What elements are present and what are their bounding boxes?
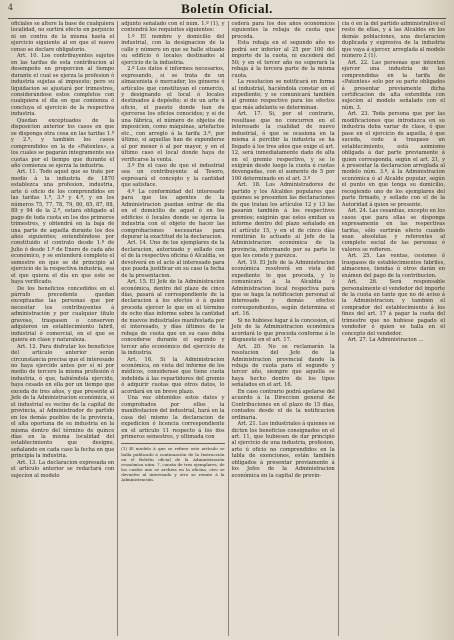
paragraph: De los beneficios concedidos en el párrafo precedente quedan exceptuadas las personas que por necesitar los contribuyentes á administración y por cualquier titulo gravoso, traspasen o conserven adquieren un establecimiento fabril, industrial ó comercial, en el que se quiera en clase y naturaleza. (11, 285, 115, 344)
paragraph: Art. 11. Todo aquel que se trate por medio á la industria de 1870 establezca una profesion, industria, arte ú oficio de los comprendidos en las tarifas 1.ª, 3.ª y 4.ª, y en los números 75, 77, 78, 79, 80, 85, 87, 88, 89 y 94 de la 2.ª, estará obligado al pago de toda cuota en los dos primeros trimestres, y obtendrá en la baja de una parte de aquella durante los dos años siguientes; entendiéndose por constituido el contrato desde 1.º de Julio ó desde 1.º de Enero de cada año económico, y se entenderá completo el semestre en que se dé principio al ejercicio de la respectiva industria, sea el que quiera el día en que este se haya verificado. (11, 169, 115, 286)
text-columns (8, 21, 448, 636)
paragraph: cederá para los dos años económicos siguientes la rebaja de cuota que proceda. (231, 21, 335, 40)
paragraph: Art. 16. Si la Administracion económica, en vista del informe de los médicos, considerase que tiene cuota indebida á las repartidores del gremio ó adquirir cuotas que otros datos, lo acordará en un breve plazo. (121, 356, 225, 395)
paragraph: Art. 15. El Jefe de la Administracion económica, dentro del plazo de cinco días, pasará al correspondiente de la declaracion á los efectos ó á quien proceda ejercer lo que en el término de ocho días informe sobre la cantidad de nuevos industriales manifestada por el interesado, y días últimos de la rebaja de cuota que en su caso deba concederse durante el segundo y tercer año económico del ejercicio de la industria. (121, 279, 225, 357)
paragraph: 1.º El nombre y domicilio del industrial, con la designacion de la calle y número en que se halle situado su edificio ó locales destinados al ejercicio de la industria. (121, 33, 225, 66)
header-rule (8, 18, 446, 19)
paragraph: Art. 23. Toda persona que por las modificaciones que introduzca en su industria deba variar de clase, ó que pase en el ejercicio de aquella, ó que suceda, cede á traspaso un establecimiento, está asimismo obligada á dar parte previamente á quien corresponda, según el art. 21, y á presentar la declaracion arreglada al modelo núm. 3.º, á la Administracion económica ó al Alcalde popular, según el punto en que tenga su domicilio, recogiendo uno de los ejemplares del parte firmado, y sellado con el de la Autoridad á quien se presente. (341, 111, 445, 208)
paragraph: En caso contrario podrá apelarse del acuerdo á la Direccion general de Contribuciones en el plazo de 15 días, contados desde el de la notificacion ordinaria. (231, 388, 335, 421)
page-header (0, 0, 454, 18)
column-2 (117, 21, 227, 636)
paragraph: Art. 26. Será responsable personalmente el vendedor del importe de la cuota en tanto que no dé aviso á la Administracion; y también el comprador del establecimiento á los fines del art. 17 á pagar la cuota del trimestre que no hubiese pagado el vendedor ó quien se halla en el concepto del vendedor. (341, 279, 445, 337)
column-4 (338, 21, 448, 636)
footnote: (1) El modelo á que se refiere este artículo se halla publicado á continuación de la Instrucción en el Boletín oficial de la Administración económica núm. 7, consta de tres ejemplares, de los cuales uno se archiva en la oficina, otro se devuelve al interesado y otro se remite á la Administración. (121, 443, 224, 482)
paragraph: Art. 17. Si, por el contrario, resultase que no concurren en el interesado la cualidad de nuevo industrial, ó que se ocasiona en la misma á percibir la industria se ha llegado á los tres años que exige el art. 12, será inmediatamente dado de alta en el gremio respectivo, y se le exigirán desde luego la cuota ó cuotas devengadas, con el aumento de 5 por 100 determinado en el art. 3.º (231, 111, 335, 182)
paragraph: Si no hubiese lugar á la concesion, el Jefe de la Administracion económica acordará lo que proceda conforme á lo dispuesto en el art. 17. (231, 317, 335, 344)
column-1 (8, 21, 117, 636)
paragraph: Art. 14. Uno de los ejemplares de la declaracion, autorizado y sellado con el de la respectiva oficina ó Alcaldía, se devolverá en el acto al interesado para que pueda justificar en su caso la fecha de la presentacion. (121, 240, 225, 279)
paragraph: Art. 10. Los contribuyentes sujetos en las tarifas de esta contribucion al desempeño en proporcion al tiempo durante el cual se ejerza la profesion ó industria sujetas al impuesto; pero su liquidacion se ajustará por trimestres, considerándose estos completos con cualquiera el dia en que comienza ó concluya el ejercicio de la respectiva industria. (11, 53, 115, 118)
paragraph: 3.º En el caso de que el industrial sea un contribuyente al Tesoro, expresará el concepto y la cantidad que satisface. (121, 162, 225, 189)
paragraph: 4.º La conformidad del interesado para que los agentes de la Administracion puedan entrar de dia en el domicilio de aquel ó en los edificios ó locales donde se ejerza la industria con el objeto de hacer las comprobaciones necesarias para depurar la exactitud de la declaracion. (121, 188, 225, 240)
paragraph: La resolucion se notificará en forma al industrial, haciéndola constar en el expediente; y se comunicará también al gremio respectivo para los efectos que más adelante se determinan. (231, 79, 335, 111)
paragraph: Art. 22. Las personas que intenten ejercer una industria de las comprendidas en la tarifa de «Patentes» solo por su parte obligados á presentar previamente dicha certificacion de alta extendida con sujecion al modelo señalado con el núm. 3. (341, 59, 445, 111)
paragraph: Quedan exceptuados de la disposicion anterior los casos en que se disponga otra cosa en las tarifas 1.ª y 2.ª, y también los casos comprendidos en la de «Patentes», a los cuales se pagarán íntegramente sus cuotas por el tiempo que durante el año comienza se ejerza la industria. (11, 117, 115, 169)
paragraph: oficiales se altere la base de cualquiera localidad, no surtirá efecto en perjuicio ni en contra de la misma hasta el ejercicio siguiente al en que el nuevo censo se declare obligatorio. (11, 21, 115, 53)
newspaper-title: Boletín Oficial. (181, 1, 273, 16)
paragraph: Art. 13. La declaracion expresada en el artículo anterior se redactará con sujecion al modelo (11, 459, 115, 479)
paragraph: Art. 27. La Administracion ... (347, 337, 424, 344)
page-number: 4 (8, 3, 14, 12)
paragraph: Una vez obtenidos estos datos y comprobados por ellos la manifestacion del industrial, hará en la casa del mismo la declaracion de expedicion ó licencia correspondiente en el artículo 11 respecto á los dos primeros semestres, y ultimada con (121, 395, 225, 440)
paragraph: 2.º Los datos é informes necesarios, expresando, si se trata de un almacenista ó mercader, los géneros ó artículos que constituyan el comercio, y designando el local ó locales destinados á depósito; si de un arte ú oficio, el puesto donde han de ejercerse los oficios conocidos; y si de una fábrica, el número de objetos de imposicion, como máquinas, artefactos etc., con arreglo á la tarifa 3.ª, por último, si aquellas han de expenderse al por menor ó al por mayor, y en el último caso el local donde haya de verificarse la venta. (121, 66, 225, 163)
paragraph: Art. 12. Para disfrutar los beneficios del artículo anterior serán circunstancia precisa que el interesado no haya ejercido antes por sí ni por medio de tercero la misma profesión ó industria, ó que, habiéndola ejercido, haya cesado en ella por un tiempo que exceda de tres años, y que presente al Jefe de la Administracion económica, si el industrial es vecino de la capital de provincia, al Administrador de partido en los demás pueblos de la provincia, el alta oportuna de su industria en la misma dentro del término de quince días en la misma localidad del establecimiento que designe, señalando en cada caso la fecha en que principia la industria. (11, 343, 115, 460)
paragraph: Art. 20. No se reclamarán la resolucion del Jefe de la Administracion provincial dando la rebaja de cuota para el segundo y tercer año, siempre que aquella se haya hecho dentro de los tipos señalados en el art. 16. (231, 343, 335, 389)
paragraph: Art. 24. Las cesantías, excepto en los casos que para ellas se disponga expresamente en las respectivas tarifas, sólo surtirán efecto cuando sean absolutas y referentes al completo social de las personas ó valores se refieren. (341, 208, 445, 253)
column-3 (228, 21, 338, 636)
paragraph: adjunto señalado con el núm. 1.º (1), y contendrá los requisitos siguientes: (121, 21, 225, 34)
paragraph: Esta rebaja en el segundo año no podrá ser inferior al 25 por 100 del importe de la cuota, ni excederá del 50; y en el tercer año no superará la rebaja á la tercera parte de la misma cuota. (231, 40, 335, 79)
paragraph: cia ó en la del partido administrativo el resto de ellas, y á las Alcaldes en los demás poblaciones, una declaracion duplicada y expresiva de la industria que vaya á ejercer, arreglada al modelo número 2 (1). (341, 21, 445, 60)
paragraph: Art. 19. El Jefe de la Administracion económica resolverá en vista del expediente lo que proceda, y lo comunicará á la Alcaldía ó Administracion local respectiva para que se haga la notificacion personal al interesado y demás efectos correspondientes, según determina el art. 16. (231, 259, 335, 318)
paragraph: Art. 18. Los Administradores de partido y los Alcaldes populares que quienes se presenten las declaraciones de que tratan los artículos 12 y 13 las pasarán también á los respectivos gremios; exigirán que estos emitan su informe dentro del plazo señalado en el artículo 15, y en el de cinco días remitirán lo actuado al Jefe de la Administracion económica de la provincia, informando por su parte lo que les conste y parezca. (231, 182, 335, 260)
paragraph: Art. 25. Las ventas, cesiones ó traspasos de establecimientos fabriles, almacenes, tiendas ú otros darán en exámen del pago de la contribucion. (341, 253, 445, 279)
paragraph: Art. 21. Los industriales á quienes se dicten los beneficios consignados en el art. 11, que hubiesen de dar principio al ejercicio de una industria, profesion, arte ú oficio no comprendidos en la tabla de exenciones, están también obligados á presentar previamente á los Jefes de la Administracion económica en la capital de provin- (231, 421, 335, 479)
